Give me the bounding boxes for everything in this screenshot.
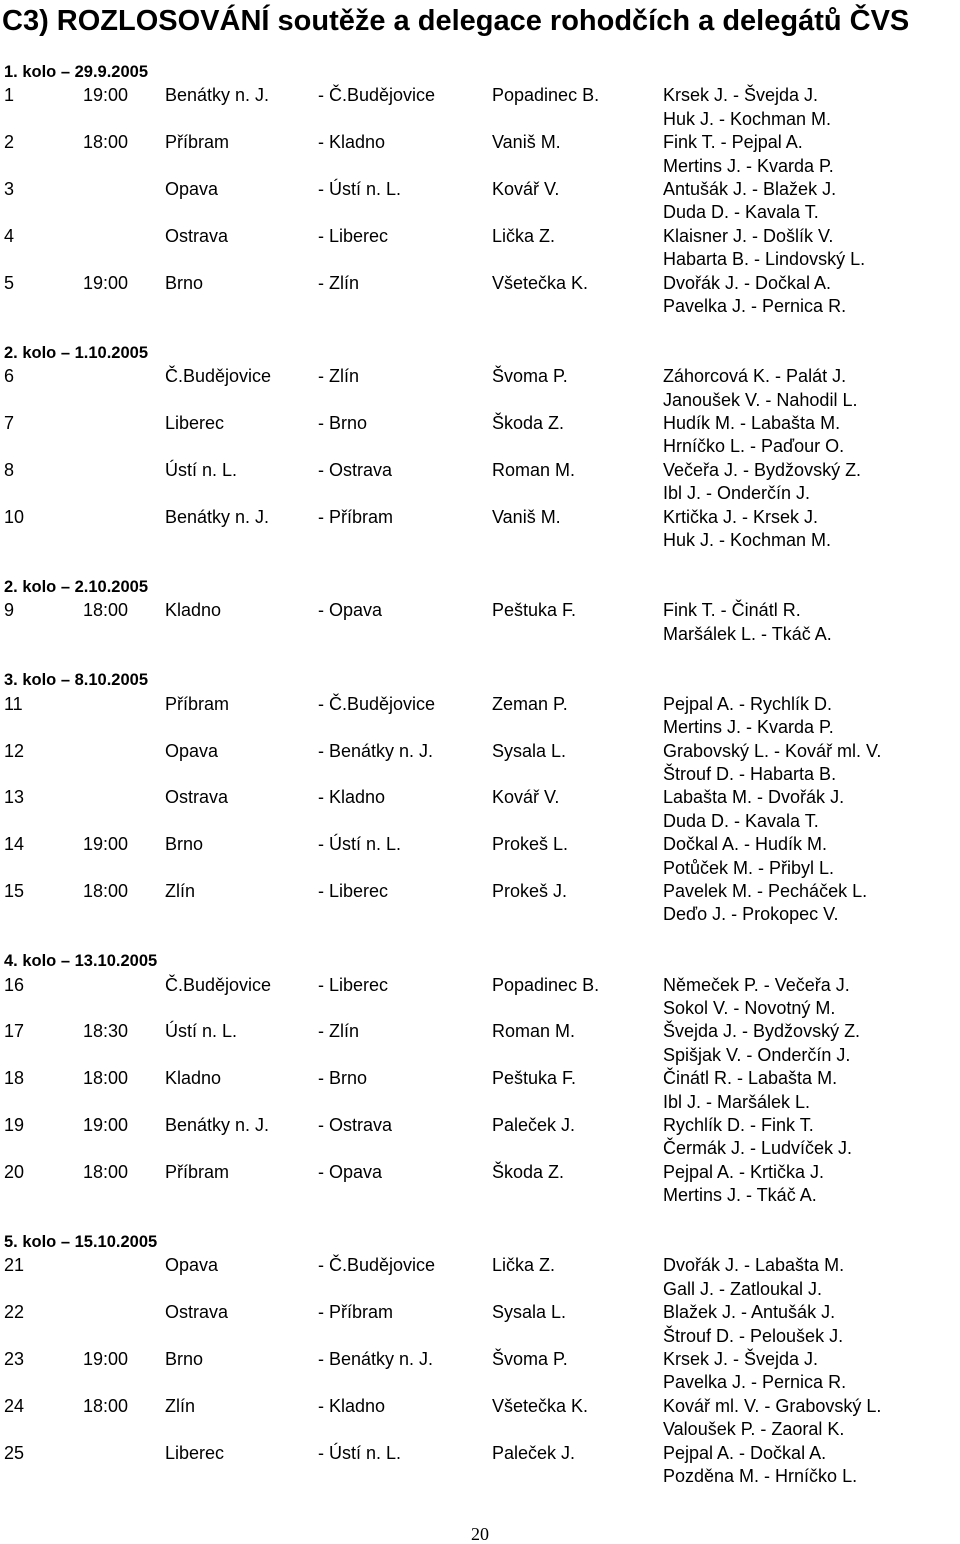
match-time: 18:00 [83,1161,129,1182]
delegates-line-1: Krsek J. - Švejda J. [663,85,819,106]
match-row-continuation [0,997,960,1020]
referee: Škoda Z. [492,1161,565,1182]
delegates-line-1: Pejpal A. - Dočkal A. [663,1442,827,1463]
away-team: - Kladno [318,787,386,808]
delegates-line-2: Huk J. - Kochman M. [663,530,832,550]
match-time: 18:30 [83,1021,129,1042]
match-row-continuation [0,716,960,739]
match-number: 4 [4,225,15,246]
match-row [0,1114,960,1137]
delegates-line-1: Švejda J. - Bydžovský Z. [663,1021,861,1042]
referee: Všetečka K. [492,1395,589,1416]
match-row-continuation [0,1044,960,1067]
delegates-line-1: Krsek J. - Švejda J. [663,1349,819,1369]
away-team: - Ústí n. L. [318,834,402,855]
delegates-line-1: Fink T. - Pejpal A. [663,132,803,153]
away-team: - Č.Budějovice [318,693,436,714]
home-team: Ústí n. L. [165,459,238,480]
home-team: Opava [165,740,219,761]
home-team: Zlín [165,1395,196,1416]
round-header [0,342,960,365]
match-row [0,1254,960,1277]
delegates-line-1: Kovář ml. V. - Grabovský L. [663,1395,882,1416]
match-row [0,740,960,763]
match-number: 8 [4,459,15,480]
match-row [0,693,960,716]
delegates-line-1: Činátl R. - Labašta M. [663,1068,838,1089]
match-row-continuation [0,763,960,786]
delegates-line-2: Maršálek L. - Tkáč A. [663,623,832,644]
away-team: - Liberec [318,225,389,246]
match-row-continuation [0,108,960,131]
match-time: 18:00 [83,132,129,153]
referee: Paleček J. [492,1442,576,1463]
round-header-text: 3. kolo – 8.10.2005 [4,671,149,690]
away-team: - Ostrava [318,1115,393,1135]
round-header-text: 2. kolo – 1.10.2005 [4,343,149,362]
home-team: Opava [165,179,219,199]
match-row [0,412,960,435]
match-row-continuation [0,201,960,224]
match-number: 10 [4,506,25,527]
away-team: - Kladno [318,1395,386,1416]
away-team: - Zlín [318,1021,360,1042]
away-team: - Č.Budějovice [318,85,436,106]
delegates-line-1: Rychlík D. - Fink T. [663,1115,814,1135]
delegates-line-1: Záhorcová K. - Palát J. [663,366,847,387]
home-team: Ostrava [165,225,229,246]
delegates-line-2: Čermák J. - Ludvíček J. [663,1138,853,1159]
match-row [0,178,960,201]
referee: Peštuka F. [492,1068,577,1089]
delegates-line-2: Huk J. - Kochman M. [663,108,832,129]
home-team: Zlín [165,881,196,901]
delegates-line-2: Pavelka J. - Pernica R. [663,1372,847,1393]
delegates-line-2: Mertins J. - Tkáč A. [663,1185,817,1206]
match-row-continuation [0,1465,960,1488]
delegates-line-2: Pozděna M. - Hrníčko L. [663,1466,858,1486]
match-number: 2 [4,132,15,153]
match-number: 21 [4,1255,25,1276]
match-row-continuation [0,623,960,646]
match-row [0,506,960,529]
delegates-line-1: Němeček P. - Večeřa J. [663,974,850,995]
match-row [0,1020,960,1043]
match-number: 3 [4,179,15,199]
delegates-line-1: Klaisner J. - Došlík V. [663,225,834,246]
delegates-line-1: Krtička J. - Krsek J. [663,506,819,527]
referee: Škoda Z. [492,413,565,433]
delegates-line-1: Grabovský L. - Kovář ml. V. [663,740,882,761]
match-number: 18 [4,1068,25,1089]
match-number: 24 [4,1395,25,1416]
home-team: Brno [165,272,204,293]
referee: Lička Z. [492,1255,556,1276]
away-team: - Opava [318,600,383,621]
match-row [0,974,960,997]
away-team: - Č.Budějovice [318,1255,436,1276]
delegates-line-2: Mertins J. - Kvarda P. [663,155,834,176]
delegates-line-1: Hudík M. - Labašta M. [663,413,841,433]
referee: Vaniš M. [492,132,561,153]
referee: Švoma P. [492,1349,568,1369]
round-header-text: 5. kolo – 15.10.2005 [4,1233,158,1251]
referee: Vaniš M. [492,506,561,527]
match-row-continuation [0,810,960,833]
delegates-line-2: Spišjak V. - Onderčín J. [663,1044,851,1065]
referee: Švoma P. [492,366,568,387]
away-team: - Opava [318,1161,383,1182]
match-number: 22 [4,1302,25,1323]
away-team: - Benátky n. J. [318,1349,434,1369]
round-header [0,576,960,599]
home-team: Č.Budějovice [165,974,272,995]
match-row [0,225,960,248]
match-number: 19 [4,1115,25,1135]
away-team: - Zlín [318,272,360,293]
home-team: Brno [165,1349,204,1369]
referee: Roman M. [492,1021,576,1042]
match-time: 19:00 [83,834,129,855]
delegates-line-1: Pavelek M. - Pecháček L. [663,881,868,901]
home-team: Příbram [165,1161,230,1182]
away-team: - Zlín [318,366,360,387]
delegates-line-1: Fink T. - Činátl R. [663,600,801,621]
referee: Popadinec B. [492,85,600,106]
match-row [0,1442,960,1465]
delegates-line-2: Mertins J. - Kvarda P. [663,717,834,738]
match-number: 15 [4,881,25,901]
delegates-line-2: Deďo J. - Prokopec V. [663,904,839,925]
match-number: 20 [4,1161,25,1182]
match-number: 13 [4,787,25,808]
match-number: 16 [4,974,25,995]
match-number: 25 [4,1442,25,1463]
match-row-continuation [0,1418,960,1441]
match-row-continuation [0,435,960,458]
referee: Paleček J. [492,1115,576,1135]
referee: Všetečka K. [492,272,589,293]
delegates-line-2: Habarta B. - Lindovský L. [663,249,866,270]
delegates-line-2: Sokol V. - Novotný M. [663,998,836,1018]
match-row [0,1301,960,1324]
delegates-line-1: Labašta M. - Dvořák J. [663,787,845,808]
match-row-continuation [0,482,960,505]
match-number: 5 [4,272,15,293]
home-team: Liberec [165,413,225,433]
match-row [0,131,960,154]
delegates-line-2: Ibl J. - Maršálek L. [663,1091,811,1112]
delegates-line-1: Dvořák J. - Labašta M. [663,1255,845,1276]
round-header [0,61,960,84]
delegates-line-1: Blažek J. - Antušák J. [663,1302,836,1323]
home-team: Liberec [165,1442,225,1463]
away-team: - Ústí n. L. [318,179,402,199]
match-row-continuation [0,248,960,271]
delegates-line-2: Štrouf D. - Habarta B. [663,764,837,784]
page-number: 20 [471,1524,489,1544]
delegates-line-1: Pejpal A. - Krtička J. [663,1161,825,1182]
delegates-line-2: Gall J. - Zatloukal J. [663,1278,823,1299]
match-row [0,1067,960,1090]
home-team: Brno [165,834,204,855]
match-time: 18:00 [83,1395,129,1416]
referee: Roman M. [492,459,576,480]
delegates-line-2: Valoušek P. - Zaoral K. [663,1419,845,1440]
referee: Kovář V. [492,787,560,808]
away-team: - Benátky n. J. [318,740,434,761]
away-team: - Brno [318,413,368,433]
referee: Sysala L. [492,740,567,761]
match-row-continuation [0,295,960,318]
match-time: 19:00 [83,85,129,106]
delegates-line-2: Štrouf D. - Peloušek J. [663,1325,844,1346]
referee: Kovář V. [492,179,560,199]
delegates-line-1: Večeřa J. - Bydžovský Z. [663,459,862,480]
match-number: 6 [4,366,15,387]
match-number: 23 [4,1349,25,1369]
home-team: Ostrava [165,787,229,808]
match-time: 19:00 [83,1349,129,1369]
match-row-continuation [0,903,960,926]
match-number: 12 [4,740,25,761]
match-row-continuation [0,1371,960,1394]
round-header [0,950,960,973]
away-team: - Kladno [318,132,386,153]
match-number: 1 [4,85,15,106]
home-team: Č.Budějovice [165,366,272,387]
away-team: - Brno [318,1068,368,1089]
match-time: 18:00 [83,1068,129,1089]
away-team: - Příbram [318,1302,394,1323]
delegates-line-2: Hrníčko L. - Paďour O. [663,436,845,457]
match-row [0,880,960,903]
match-row [0,272,960,295]
referee: Prokeš L. [492,834,569,855]
match-row [0,1348,960,1371]
delegates-line-1: Dočkal A. - Hudík M. [663,834,828,855]
delegates-line-1: Dvořák J. - Dočkal A. [663,272,832,293]
match-number: 14 [4,834,25,855]
match-number: 11 [4,693,23,714]
match-time: 18:00 [83,600,129,621]
referee: Lička Z. [492,225,556,246]
match-row [0,459,960,482]
delegates-line-1: Antušák J. - Blažek J. [663,179,837,199]
match-row-continuation [0,1325,960,1348]
away-team: - Ostrava [318,459,393,480]
delegates-line-2: Janoušek V. - Nahodil L. [663,389,858,410]
match-number: 17 [4,1021,25,1042]
delegates-line-2: Ibl J. - Onderčín J. [663,483,811,504]
match-row [0,365,960,388]
match-row [0,786,960,809]
round-header [0,1231,960,1254]
away-team: - Příbram [318,506,394,527]
match-row-continuation [0,389,960,412]
round-header-text: 2. kolo – 2.10.2005 [4,577,149,596]
home-team: Ostrava [165,1302,229,1323]
delegates-line-2: Duda D. - Kavala T. [663,202,819,223]
match-time: 19:00 [83,272,129,293]
delegates-line-2: Duda D. - Kavala T. [663,810,819,831]
away-team: - Liberec [318,974,389,995]
delegates-line-1: Pejpal A. - Rychlík D. [663,693,833,714]
home-team: Opava [165,1255,219,1276]
match-row [0,833,960,856]
home-team: Příbram [165,132,230,153]
match-time: 18:00 [83,881,129,901]
home-team: Benátky n. J. [165,85,270,106]
delegates-line-2: Pavelka J. - Pernica R. [663,296,847,316]
referee: Peštuka F. [492,600,577,621]
away-team: - Liberec [318,881,389,901]
match-row [0,84,960,107]
match-row [0,1161,960,1184]
match-row [0,1395,960,1418]
away-team: - Ústí n. L. [318,1442,402,1463]
match-row-continuation [0,1091,960,1114]
round-header-text: 1. kolo – 29.9.2005 [4,63,149,81]
match-row-continuation [0,1278,960,1301]
match-row-continuation [0,529,960,552]
home-team: Kladno [165,1068,222,1089]
page-title: C3) ROZLOSOVÁNÍ soutěže a delegace rohodčích a delegátů ČVS [2,5,910,37]
home-team: Ústí n. L. [165,1021,238,1042]
match-row-continuation [0,857,960,880]
home-team: Příbram [165,693,230,714]
match-time: 19:00 [83,1115,129,1135]
match-number: 7 [4,413,15,433]
home-team: Benátky n. J. [165,1115,270,1135]
home-team: Kladno [165,600,222,621]
referee: Prokeš J. [492,881,568,901]
match-row [0,599,960,622]
match-row-continuation [0,1137,960,1160]
referee: Sysala L. [492,1302,567,1323]
round-header-text: 4. kolo – 13.10.2005 [4,952,158,971]
referee: Popadinec B. [492,974,600,995]
delegates-line-2: Potůček M. - Přibyl L. [663,857,835,878]
match-number: 9 [4,600,15,621]
round-header [0,669,960,692]
match-row-continuation [0,155,960,178]
referee: Zeman P. [492,693,568,714]
home-team: Benátky n. J. [165,506,270,527]
match-row-continuation [0,1184,960,1207]
